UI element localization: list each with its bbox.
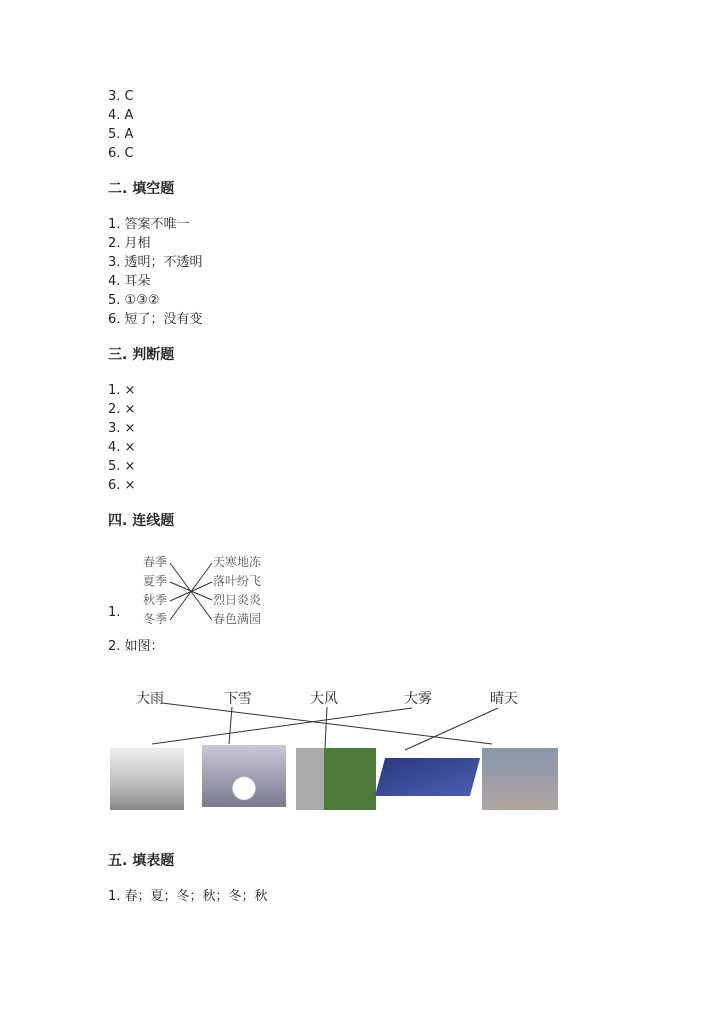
season-label: 秋季 — [143, 593, 168, 607]
answer-line: 3. 透明；不透明 — [108, 255, 203, 270]
section-title: 二. 填空题 — [108, 181, 175, 197]
answer-line: 2. 月相 — [108, 236, 151, 251]
match-line — [325, 707, 327, 748]
answer-line: 1. 答案不唯一 — [108, 217, 190, 232]
answer-line: 1. × — [108, 383, 136, 398]
answer-line: 6. 短了；没有变 — [108, 312, 203, 327]
answer-line: 2. × — [108, 402, 136, 417]
question-label: 2. 如图： — [108, 639, 164, 654]
season-label: 冬季 — [143, 612, 168, 626]
section-title: 五. 填表题 — [108, 853, 175, 869]
weather-label: 大雾 — [404, 691, 432, 707]
description-label: 天寒地冻 — [213, 555, 262, 569]
section-title: 三. 判断题 — [108, 347, 175, 363]
match-line — [152, 708, 412, 744]
match-line — [405, 708, 498, 750]
weather-label: 大风 — [310, 691, 338, 707]
section-title: 四. 连线题 — [108, 513, 175, 529]
question-number: 1. — [108, 605, 121, 620]
answer-line: 5. × — [108, 459, 136, 474]
season-label: 春季 — [143, 555, 168, 569]
answer-line: 3. C — [108, 89, 134, 104]
answer-line: 3. × — [108, 421, 136, 436]
answer-line: 4. 耳朵 — [108, 274, 151, 289]
weather-label: 晴天 — [490, 691, 518, 707]
weather-label: 大雨 — [136, 691, 164, 707]
answer-line: 5. A — [108, 127, 134, 142]
weather-label: 下雪 — [224, 691, 252, 707]
description-label: 烈日炎炎 — [213, 593, 262, 607]
answer-line: 4. × — [108, 440, 136, 455]
answer-line: 6. × — [108, 478, 136, 493]
answer-line: 1. 春；夏；冬；秋；冬；秋 — [108, 889, 268, 904]
description-label: 落叶纷飞 — [213, 574, 262, 588]
answer-line: 6. C — [108, 146, 134, 161]
answer-line: 4. A — [108, 108, 134, 123]
answer-line: 5. ①③② — [108, 293, 160, 308]
match-line — [229, 707, 232, 744]
season-label: 夏季 — [143, 574, 168, 588]
description-label: 春色满园 — [213, 612, 262, 626]
